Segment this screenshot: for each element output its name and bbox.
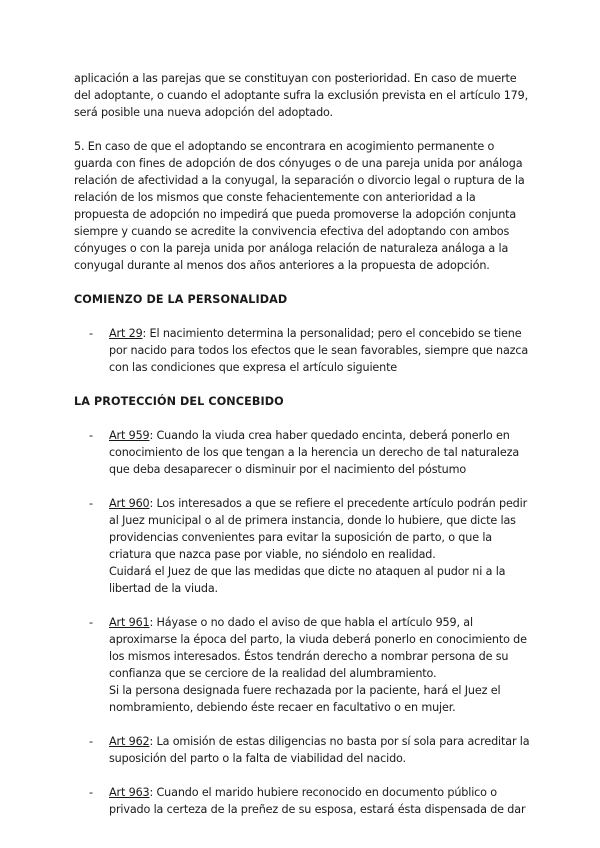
article-body: : Cuando el marido hubiere reconocido en documento público o privado la certeza de la preñez de su esposa, estará ésta dispensada de dar xyxy=(109,786,526,816)
list-item-art-960 xyxy=(74,495,530,597)
article-body: : La omisión de estas diligencias no basta por sí sola para acreditar la suposición del parto o la falta de viabilidad del nacido. xyxy=(109,735,530,765)
list-item-art-961 xyxy=(74,614,530,716)
article-text xyxy=(109,495,530,563)
article-text xyxy=(109,427,530,478)
article-ref-link[interactable]: Art 29 xyxy=(109,327,143,340)
document-page xyxy=(74,70,530,818)
article-extra: Cuidará el Juez de que las medidas que dicte no ataquen al pudor ni a la libertad de la viuda. xyxy=(109,565,506,595)
article-ref-link[interactable]: Art 959 xyxy=(109,429,150,442)
list-dash: - xyxy=(89,786,94,799)
list-item-art-959 xyxy=(74,427,530,478)
section-heading-personalidad: COMIENZO DE LA PERSONALIDAD xyxy=(74,293,288,306)
section-heading-concebido: LA PROTECCIÓN DEL CONCEBIDO xyxy=(74,395,284,408)
intro-paragraph: aplicación a las parejas que se constituyan con posterioridad. En caso de muerte del adoptante, o cuando el adoptante sufra la exclusión prevista en el artículo 179, será posible una nueva adopción del adoptado. xyxy=(74,72,529,119)
list-personalidad xyxy=(74,325,530,376)
list-dash: - xyxy=(89,327,94,340)
point-5-paragraph: 5. En caso de que el adoptando se encontrara en acogimiento permanente o guarda con fines de adopción de dos cónyuges o de una pareja unida por análoga relación de afectividad a la conyugal, la separación o divorcio legal o ruptura de la relación de los mismos que conste fehacientemente con anterioridad a la propuesta de adopción no impedirá que pueda promoverse la adopción conjunta siempre y cuando se acredite la convivencia efectiva del adoptando con ambos cónyuges o con la pareja unida por análoga relación de naturaleza análoga a la conyugal durante al menos dos años anteriores a la propuesta de adopción. xyxy=(74,140,525,272)
article-text xyxy=(109,784,530,818)
list-item-art-29 xyxy=(74,325,530,376)
article-body: : Háyase o no dado el aviso de que habla el artículo 959, al aproximarse la época del parto, la viuda deberá ponerlo en conocimiento de los mismos interesados. Éstos tendrán derecho a nombrar persona de su confianza que se cerciore de la realidad del alumbramiento. xyxy=(109,616,527,680)
article-text xyxy=(109,733,530,767)
list-item-art-962 xyxy=(74,733,530,767)
list-item-art-963 xyxy=(74,784,530,818)
article-ref-link[interactable]: Art 960 xyxy=(109,497,150,510)
article-extra: Si la persona designada fuere rechazada por la paciente, hará el Juez el nombramiento, debiendo éste recaer en facultativo o en mujer. xyxy=(109,684,501,714)
list-dash: - xyxy=(89,497,94,510)
list-dash: - xyxy=(89,735,94,748)
article-body: : El nacimiento determina la personalidad; pero el concebido se tiene por nacido para todos los efectos que le sean favorables, siempre que nazca con las condiciones que expresa el artículo siguiente xyxy=(109,327,529,374)
list-dash: - xyxy=(89,616,94,629)
article-ref-link[interactable]: Art 962 xyxy=(109,735,150,748)
article-body: : Cuando la viuda crea haber quedado encinta, deberá ponerlo en conocimiento de los que tengan a la herencia un derecho de tal naturaleza que deba desaparecer o disminuir por el nacimiento del póstumo xyxy=(109,429,520,476)
list-concebido xyxy=(74,427,530,818)
article-ref-link[interactable]: Art 963 xyxy=(109,786,150,799)
article-body: : Los interesados a que se refiere el precedente artículo podrán pedir al Juez municipal o al de primera instancia, donde lo hubiere, que dicte las providencias convenientes para evitar la suposición de parto, o que la criatura que nazca pase por viable, no siéndolo en realidad. xyxy=(109,497,528,561)
article-text xyxy=(109,325,530,376)
article-text xyxy=(109,614,530,682)
list-dash: - xyxy=(89,429,94,442)
article-ref-link[interactable]: Art 961 xyxy=(109,616,150,629)
